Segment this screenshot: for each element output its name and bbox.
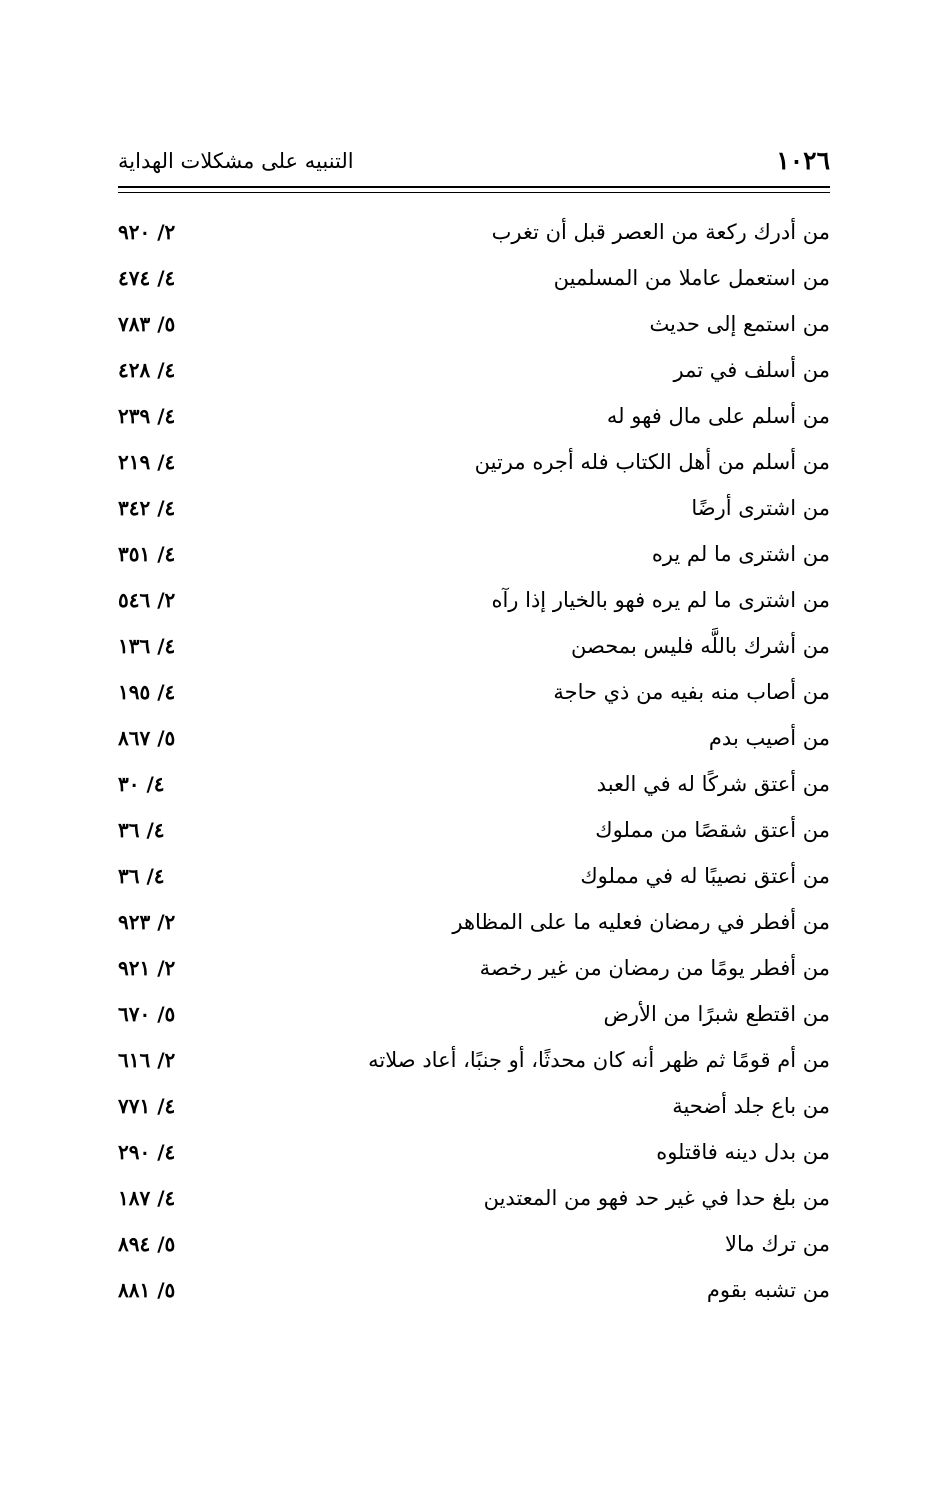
entry-reference: ٤/ ٢٣٩ bbox=[118, 404, 176, 428]
entry-reference: ٤/ ١٩٥ bbox=[118, 680, 176, 704]
entry-reference: ٤/ ٣٥١ bbox=[118, 542, 176, 566]
index-entry bbox=[118, 303, 830, 349]
header-rule-thin bbox=[118, 192, 830, 193]
entry-reference: ٢/ ٦١٦ bbox=[118, 1048, 176, 1072]
index-entry bbox=[118, 1039, 830, 1085]
entry-text: من أعتق شركًا له في العبد bbox=[596, 772, 830, 796]
index-entry bbox=[118, 487, 830, 533]
entry-text: من أسلم على مال فهو له bbox=[606, 404, 830, 428]
entry-text: من ترك مالا bbox=[725, 1232, 830, 1256]
entry-reference: ٤/ ٧٧١ bbox=[118, 1094, 176, 1118]
entry-reference: ٢/ ٥٤٦ bbox=[118, 588, 176, 612]
entry-reference: ٤/ ٣٠ bbox=[118, 772, 165, 796]
entry-reference: ٤/ ٣٤٢ bbox=[118, 496, 176, 520]
index-entry bbox=[118, 257, 830, 303]
entry-text: من أصاب منه بفيه من ذي حاجة bbox=[553, 680, 830, 704]
entry-text: من اشترى ما لم يره bbox=[651, 542, 830, 566]
entry-text: من استعمل عاملا من المسلمين bbox=[553, 266, 830, 290]
entry-reference: ٤/ ٣٦ bbox=[118, 864, 165, 888]
entry-text: من أم قومًا ثم ظهر أنه كان محدثًا، أو جنبًا، أعاد صلاته bbox=[368, 1048, 830, 1072]
entry-reference: ٤/ ١٨٧ bbox=[118, 1186, 176, 1210]
index-entry bbox=[118, 1269, 830, 1315]
index-entry bbox=[118, 1223, 830, 1269]
entry-text: من أسلف في تمر bbox=[673, 358, 830, 382]
entry-text: من أصيب بدم bbox=[708, 726, 830, 750]
entry-reference: ٥/ ٧٨٣ bbox=[118, 312, 176, 336]
entry-text: من اشترى ما لم يره فهو بالخيار إذا رآه bbox=[491, 588, 830, 612]
index-entry bbox=[118, 211, 830, 257]
entry-text: من بلغ حدا في غير حد فهو من المعتدين bbox=[483, 1186, 830, 1210]
entry-text: من باع جلد أضحية bbox=[672, 1094, 830, 1118]
entry-reference: ٤/ ٤٧٤ bbox=[118, 266, 176, 290]
entry-text: من أشرك باللَّه فليس بمحصن bbox=[571, 634, 830, 658]
entry-reference: ٤/ ١٣٦ bbox=[118, 634, 176, 658]
running-title: التنبيه على مشكلات الهداية bbox=[118, 149, 354, 173]
entry-text: من استمع إلى حديث bbox=[649, 312, 830, 336]
entry-reference: ٢/ ٩٢٠ bbox=[118, 220, 176, 244]
entry-text: من أفطر يومًا من رمضان من غير رخصة bbox=[479, 956, 830, 980]
entry-text: من تشبه بقوم bbox=[706, 1278, 830, 1302]
index-entry bbox=[118, 809, 830, 855]
entry-reference: ٤/ ٢١٩ bbox=[118, 450, 176, 474]
index-entry bbox=[118, 993, 830, 1039]
index-entry bbox=[118, 717, 830, 763]
index-entry bbox=[118, 1085, 830, 1131]
index-entry bbox=[118, 441, 830, 487]
entry-reference: ٥/ ٨٩٤ bbox=[118, 1232, 176, 1256]
index-entry bbox=[118, 1177, 830, 1223]
header-rule-thick bbox=[118, 186, 830, 188]
entry-reference: ٥/ ٦٧٠ bbox=[118, 1002, 176, 1026]
entry-text: من أعتق شقصًا من مملوك bbox=[595, 818, 830, 842]
entry-reference: ٥/ ٨٦٧ bbox=[118, 726, 176, 750]
entry-text: من أفطر في رمضان فعليه ما على المظاهر bbox=[452, 910, 830, 934]
index-entry bbox=[118, 1131, 830, 1177]
entry-text: من اشترى أرضًا bbox=[691, 496, 830, 520]
entry-reference: ٤/ ٤٢٨ bbox=[118, 358, 176, 382]
entry-text: من أدرك ركعة من العصر قبل أن تغرب bbox=[491, 220, 830, 244]
entry-text: من أعتق نصيبًا له في مملوك bbox=[580, 864, 830, 888]
index-entry bbox=[118, 349, 830, 395]
index-entry bbox=[118, 763, 830, 809]
index-entry bbox=[118, 947, 830, 993]
page-header bbox=[118, 140, 830, 180]
index-entry bbox=[118, 533, 830, 579]
index-entry bbox=[118, 395, 830, 441]
entry-reference: ٢/ ٩٢٣ bbox=[118, 910, 176, 934]
index-entry bbox=[118, 671, 830, 717]
entry-reference: ٢/ ٩٢١ bbox=[118, 956, 176, 980]
entry-reference: ٤/ ٢٩٠ bbox=[118, 1140, 176, 1164]
index-entry bbox=[118, 855, 830, 901]
entry-text: من اقتطع شبرًا من الأرض bbox=[603, 1002, 830, 1026]
entry-text: من بدل دينه فاقتلوه bbox=[656, 1140, 830, 1164]
entry-reference: ٤/ ٣٦ bbox=[118, 818, 165, 842]
page-number: ١٠٢٦ bbox=[776, 146, 830, 175]
entry-reference: ٥/ ٨٨١ bbox=[118, 1278, 176, 1302]
index-entry bbox=[118, 901, 830, 947]
index-list bbox=[118, 211, 830, 1315]
index-entry bbox=[118, 625, 830, 671]
index-entry bbox=[118, 579, 830, 625]
entry-text: من أسلم من أهل الكتاب فله أجره مرتين bbox=[474, 450, 830, 474]
